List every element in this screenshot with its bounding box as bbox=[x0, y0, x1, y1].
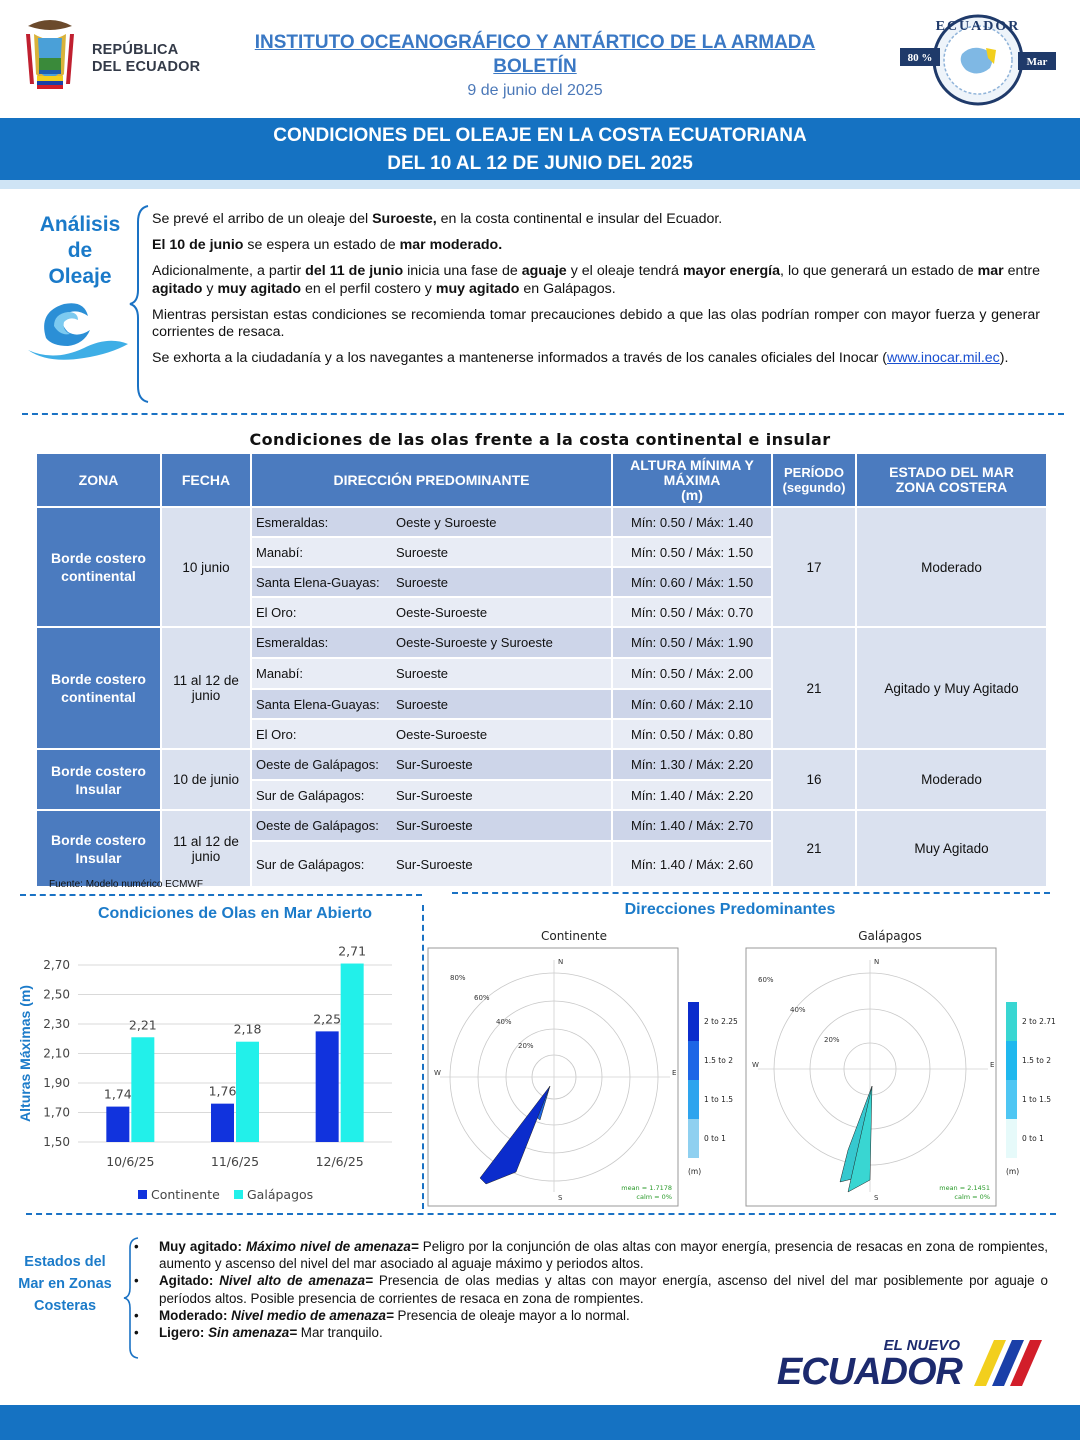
data-label: 2,18 bbox=[233, 1021, 262, 1037]
legend-unit: (m) bbox=[688, 1167, 702, 1176]
compass-label: W bbox=[752, 1061, 759, 1069]
bar bbox=[106, 1107, 129, 1142]
bar bbox=[236, 1042, 259, 1142]
zone-cell: Borde costero Insular bbox=[36, 810, 161, 887]
rose-panel-title: Galápagos bbox=[858, 929, 922, 943]
y-tick-label: 2,70 bbox=[43, 958, 70, 972]
height-cell: Mín: 0.60 / Máx: 2.10 bbox=[612, 689, 772, 719]
analysis-paragraph: Se exhorta a la ciudadanía y a los navegantes a mantenerse informados a través de los canales oficiales del Inocar (www.inocar.mil.ec). bbox=[152, 350, 1009, 366]
table-row bbox=[36, 749, 1047, 780]
sea-state-cell: Moderado bbox=[856, 749, 1047, 810]
wind-rose-1 bbox=[746, 929, 1056, 1206]
table-header-row bbox=[36, 453, 1047, 507]
bulletin-title: BOLETÍN bbox=[493, 56, 577, 77]
bar bbox=[316, 1031, 339, 1142]
table-row bbox=[36, 627, 1047, 658]
direction-cell: Oeste de Galápagos: Sur-Suroeste bbox=[251, 810, 612, 841]
sea-state-item: • Moderado: Nivel medio de amenaza= Presencia de oleaje mayor a lo normal. bbox=[134, 1307, 1048, 1324]
height-cell: Mín: 1.40 / Máx: 2.20 bbox=[612, 780, 772, 810]
y-axis-label: Alturas Máximas (m) bbox=[17, 985, 33, 1122]
direction-cell: Santa Elena-Guayas: Suroeste bbox=[251, 567, 612, 597]
direction-cell: Manabí: Suroeste bbox=[251, 658, 612, 689]
wind-rose-charts bbox=[426, 920, 1066, 1212]
divider bbox=[20, 894, 422, 896]
header-estado: ESTADO DEL MAR ZONA COSTERA bbox=[856, 453, 1047, 507]
sea-state-item: • Muy agitado: Máximo nivel de amenaza= Peligro por la conjunción de olas altas con mayor energía, presencia de resacas en zona de rompientes, aumento y ascenso del nivel del mar asociado al aguaje máximo y periodos altos. bbox=[134, 1238, 1048, 1272]
banner-strip bbox=[0, 180, 1080, 189]
header-periodo: PERÍODO (segundo) bbox=[772, 453, 856, 507]
data-label: 1,74 bbox=[103, 1086, 132, 1102]
vertical-divider bbox=[422, 905, 424, 1209]
bar bbox=[341, 964, 364, 1142]
inocar-link[interactable]: www.inocar.mil.ec bbox=[887, 350, 1000, 366]
direction-cell: Esmeraldas: Oeste-Suroeste y Suroeste bbox=[251, 627, 612, 658]
height-cell: Mín: 1.30 / Máx: 2.20 bbox=[612, 749, 772, 780]
bar bbox=[131, 1037, 154, 1142]
svg-text:ECUADOR: ECUADOR bbox=[935, 19, 1021, 34]
analysis-paragraph: El 10 de junio se espera un estado de mar moderado. bbox=[152, 237, 503, 253]
analysis-paragraph: Mientras persistan estas condiciones se recomienda tomar precauciones debido a que las olas podrían romper con mayor fuerza y generar corrientes de resaca. bbox=[152, 306, 1040, 340]
rose-frame bbox=[746, 948, 996, 1206]
header-zona: ZONA bbox=[36, 453, 161, 507]
legend-swatch bbox=[688, 1119, 699, 1158]
title-banner bbox=[0, 118, 1080, 180]
analysis-paragraph: Adicionalmente, a partir del 11 de junio inicia una fase de aguaje y el oleaje tendrá mayor energía, lo que generará un estado de mar entre agitado y muy agitado en el perfil costero y muy agitado en Galápagos. bbox=[152, 263, 1040, 297]
direction-cell: Sur de Galápagos: Sur-Suroeste bbox=[251, 780, 612, 810]
table-row bbox=[36, 810, 1047, 841]
rose-stat: mean = 2.1451 bbox=[939, 1184, 990, 1192]
direction-cell: Esmeraldas: Oeste y Suroeste bbox=[251, 507, 612, 537]
svg-text:ECUADOR: ECUADOR bbox=[776, 1351, 962, 1393]
rose-stat: calm = 0% bbox=[636, 1193, 672, 1201]
zone-cell: Borde costero Insular bbox=[36, 749, 161, 810]
legend-swatch bbox=[1006, 1002, 1017, 1041]
rose-stat: mean = 1.7178 bbox=[621, 1184, 672, 1192]
period-cell: 21 bbox=[772, 810, 856, 887]
institute-title: INSTITUTO OCEANOGRÁFICO Y ANTÁRTICO DE LA ARMADA bbox=[254, 32, 816, 53]
x-tick-label: 12/6/25 bbox=[315, 1154, 364, 1169]
x-tick-label: 10/6/25 bbox=[106, 1154, 155, 1169]
legend-swatch bbox=[1006, 1080, 1017, 1119]
legend-swatch bbox=[234, 1190, 243, 1199]
direction-cell: El Oro: Oeste-Suroeste bbox=[251, 719, 612, 749]
direction-cell: Sur de Galápagos: Sur-Suroeste bbox=[251, 841, 612, 887]
bulletin-date: 9 de junio del 2025 bbox=[467, 82, 603, 99]
y-tick-label: 1,70 bbox=[43, 1105, 70, 1120]
direction-cell: El Oro: Oeste-Suroeste bbox=[251, 597, 612, 627]
analysis-title: Análisis de Oleaje bbox=[39, 213, 121, 288]
rose-stat: calm = 0% bbox=[954, 1193, 990, 1201]
table-source: Fuente: Modelo numérico ECMWF bbox=[49, 879, 203, 890]
rose-chart-title: Direcciones Predominantes bbox=[624, 901, 836, 918]
ring-label: 60% bbox=[758, 976, 774, 984]
analysis-paragraph: Se prevé el arribo de un oleaje del Suroeste, en la costa continental e insular del Ecuador. bbox=[152, 211, 723, 227]
ring-label: 40% bbox=[790, 1006, 806, 1014]
direction-cell: Oeste de Galápagos: Sur-Suroeste bbox=[251, 749, 612, 780]
y-tick-label: 1,50 bbox=[43, 1135, 70, 1149]
compass-label: W bbox=[434, 1069, 441, 1077]
height-cell: Mín: 1.40 / Máx: 2.70 bbox=[612, 810, 772, 841]
legend-label: 2 to 2.71 bbox=[1022, 1017, 1056, 1026]
legend-label: 1.5 to 2 bbox=[1022, 1056, 1051, 1065]
date-cell: 11 al 12 de junio bbox=[161, 810, 251, 887]
sea-state-cell: Agitado y Muy Agitado bbox=[856, 627, 1047, 749]
left-brace bbox=[128, 204, 150, 404]
compass-label: S bbox=[874, 1194, 879, 1202]
bar-chart bbox=[14, 930, 414, 1210]
el-nuevo-ecuador-logo bbox=[776, 1334, 1046, 1393]
period-cell: 17 bbox=[772, 507, 856, 627]
data-label: 2,21 bbox=[128, 1017, 157, 1033]
legend-swatch bbox=[138, 1190, 147, 1199]
period-cell: 16 bbox=[772, 749, 856, 810]
zone-cell: Borde costero continental bbox=[36, 627, 161, 749]
height-cell: Mín: 0.50 / Máx: 0.70 bbox=[612, 597, 772, 627]
header bbox=[0, 0, 1080, 118]
legend-swatch bbox=[1006, 1041, 1017, 1080]
date-cell: 10 junio bbox=[161, 507, 251, 627]
header-altura: ALTURA MÍNIMA Y MÁXIMA (m) bbox=[612, 453, 772, 507]
banner-line1: CONDICIONES DEL OLEAJE EN LA COSTA ECUATORIANA bbox=[273, 125, 807, 146]
compass-label: N bbox=[558, 958, 564, 966]
height-cell: Mín: 1.40 / Máx: 2.60 bbox=[612, 841, 772, 887]
compass-label: E bbox=[990, 1061, 995, 1069]
legend-label: 2 to 2.25 bbox=[704, 1017, 738, 1026]
rose-panel-title: Continente bbox=[540, 929, 608, 943]
legend-swatch bbox=[1006, 1119, 1017, 1158]
x-tick-label: 11/6/25 bbox=[210, 1154, 260, 1169]
wave-icon bbox=[24, 292, 132, 362]
legend-label: 0 to 1 bbox=[704, 1134, 726, 1143]
height-cell: Mín: 0.50 / Máx: 0.80 bbox=[612, 719, 772, 749]
legend-swatch bbox=[688, 1041, 699, 1080]
height-cell: Mín: 0.50 / Máx: 2.00 bbox=[612, 658, 772, 689]
height-cell: Mín: 0.60 / Máx: 1.50 bbox=[612, 567, 772, 597]
direction-cell: Santa Elena-Guayas: Suroeste bbox=[251, 689, 612, 719]
header-fecha: FECHA bbox=[161, 453, 251, 507]
ring-label: 20% bbox=[518, 1042, 534, 1050]
wind-rose-0 bbox=[428, 929, 738, 1206]
height-cell: Mín: 0.50 / Máx: 1.50 bbox=[612, 537, 772, 567]
compass-label: S bbox=[558, 1194, 563, 1202]
svg-text:Mar: Mar bbox=[1026, 56, 1048, 68]
legend-label: Continente bbox=[151, 1187, 220, 1202]
data-label: 2,25 bbox=[313, 1011, 342, 1027]
date-cell: 11 al 12 de junio bbox=[161, 627, 251, 749]
divider bbox=[26, 1213, 1056, 1215]
legend-swatch bbox=[688, 1002, 699, 1041]
date-cell: 10 de junio bbox=[161, 749, 251, 810]
legend-label: Galápagos bbox=[247, 1187, 314, 1202]
compass-label: N bbox=[874, 958, 880, 966]
height-cell: Mín: 0.50 / Máx: 1.90 bbox=[612, 627, 772, 658]
svg-text:80 %: 80 % bbox=[907, 52, 933, 64]
y-tick-label: 1,90 bbox=[43, 1076, 70, 1090]
sea-state-cell: Muy Agitado bbox=[856, 810, 1047, 887]
sea-states-list bbox=[134, 1238, 1048, 1341]
divider bbox=[22, 413, 1064, 415]
banner-line2: DEL 10 AL 12 DE JUNIO DEL 2025 bbox=[387, 153, 693, 174]
legend-label: 0 to 1 bbox=[1022, 1134, 1044, 1143]
ring-label: 80% bbox=[450, 974, 466, 982]
height-cell: Mín: 0.50 / Máx: 1.40 bbox=[612, 507, 772, 537]
sea-state-item: • Agitado: Nivel alto de amenaza= Presencia de olas medias y altas con mayor energía, ascenso del nivel del mar posiblemente por aguaje o períodos altos. Posible presencia de corrientes de resaca en zona de rompientes. bbox=[134, 1272, 1048, 1306]
y-tick-label: 2,50 bbox=[43, 987, 70, 1002]
sea-state-item: • Ligero: Sin amenaza= Mar tranquilo. bbox=[134, 1324, 1048, 1341]
header-direccion: DIRECCIÓN PREDOMINANTE bbox=[251, 453, 612, 507]
legend-label: 1 to 1.5 bbox=[704, 1095, 733, 1104]
bar bbox=[211, 1104, 234, 1142]
divider bbox=[452, 892, 1050, 894]
svg-text:EL NUEVO: EL NUEVO bbox=[883, 1337, 960, 1354]
ring-label: 40% bbox=[496, 1018, 512, 1026]
table-title: Condiciones de las olas frente a la costa continental e insular bbox=[249, 430, 831, 449]
states-title: Estados del Mar en Zonas Costeras bbox=[18, 1254, 112, 1314]
y-tick-label: 2,10 bbox=[43, 1046, 70, 1061]
y-tick-label: 2,30 bbox=[43, 1017, 70, 1031]
republic-label: REPÚBLICA DEL ECUADOR bbox=[92, 42, 201, 75]
direction-cell: Manabí: Suroeste bbox=[251, 537, 612, 567]
legend-label: 1.5 to 2 bbox=[704, 1056, 733, 1065]
legend-swatch bbox=[688, 1080, 699, 1119]
compass-label: E bbox=[672, 1069, 677, 1077]
inocar-seal-icon bbox=[898, 8, 1058, 108]
footer-band bbox=[0, 1405, 1080, 1440]
table-row bbox=[36, 507, 1047, 537]
sea-state-cell: Moderado bbox=[856, 507, 1047, 627]
ring-label: 60% bbox=[474, 994, 490, 1002]
zone-cell: Borde costero continental bbox=[36, 507, 161, 627]
data-label: 1,76 bbox=[208, 1083, 237, 1099]
wave-conditions-table bbox=[35, 452, 1048, 888]
bar-chart-title: Condiciones de Olas en Mar Abierto bbox=[97, 905, 373, 922]
legend-unit: (m) bbox=[1006, 1167, 1020, 1176]
period-cell: 21 bbox=[772, 627, 856, 749]
data-label: 2,71 bbox=[338, 943, 367, 959]
analysis-text bbox=[152, 211, 1040, 376]
legend-label: 1 to 1.5 bbox=[1022, 1095, 1051, 1104]
ring-label: 20% bbox=[824, 1036, 840, 1044]
